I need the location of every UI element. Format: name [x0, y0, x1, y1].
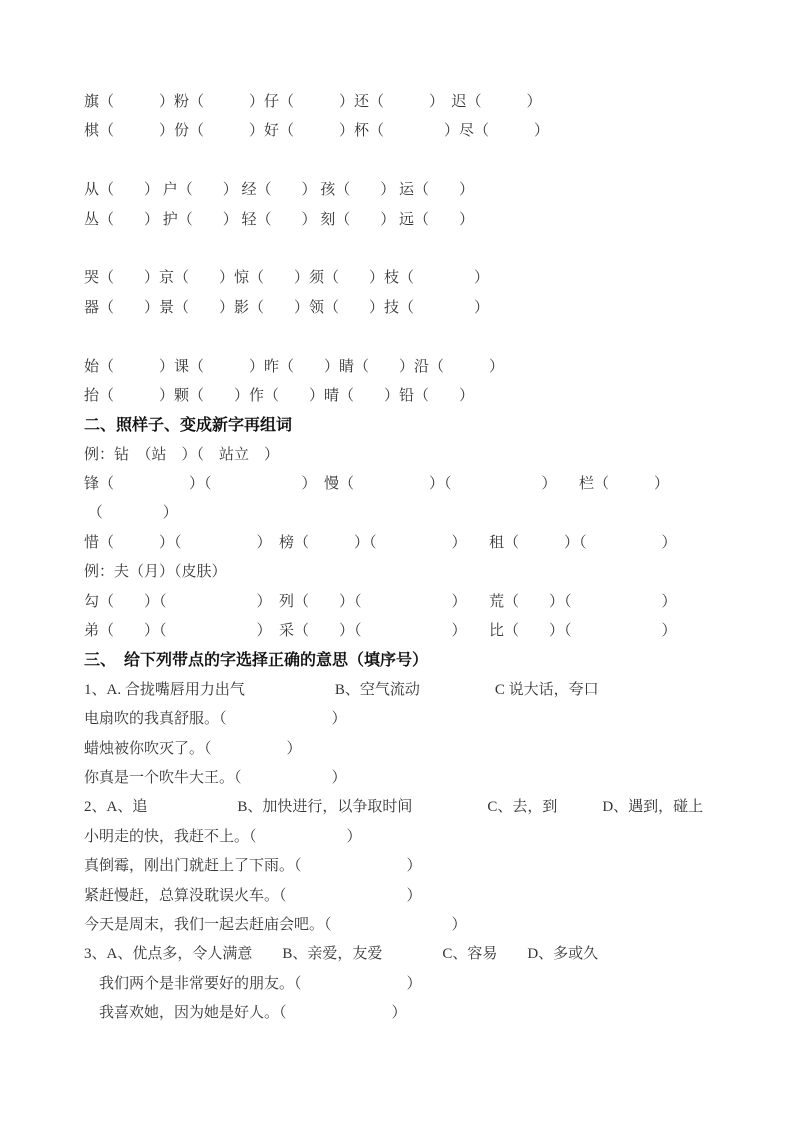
- worksheet-line: 从（ ） 户（ ） 经（ ） 孩（ ） 运（ ）: [84, 182, 475, 199]
- worksheet-line: 1、A. 合拢嘴唇用力出气 B、空气流动 C 说大话，夸口: [84, 681, 599, 698]
- worksheet-line: 勾（ ）（ ） 列（ ）（ ） 荒（ ）（ ）: [84, 593, 677, 610]
- worksheet-line: 例：钻 （站 ）（ 站立 ）: [84, 446, 280, 463]
- worksheet-line: 我们两个是非常要好的朋友。（ ）: [84, 975, 422, 992]
- worksheet-line: 棋（ ）份（ ）好（ ）杯（ ）尽（ ）: [84, 123, 550, 140]
- worksheet-line: 器（ ）景（ ）影（ ）领（ ）技（ ）: [84, 299, 490, 316]
- worksheet-line: 惜（ ）（ ） 榜（ ）（ ） 租（ ）（ ）: [84, 534, 677, 551]
- worksheet-line: 小明走的快，我赶不上。（ ）: [84, 828, 362, 845]
- worksheet-line: 电扇吹的我真舒服。（ ）: [84, 711, 347, 728]
- section-heading: 二、照样子、变成新字再组词: [84, 417, 293, 435]
- worksheet-line: 哭（ ）京（ ）惊（ ）须（ ）枝（ ）: [84, 270, 490, 287]
- worksheet-line: 今天是周末，我们一起去赶庙会吧。（ ）: [84, 916, 467, 933]
- worksheet-line: （ ）: [84, 505, 178, 522]
- worksheet-line: 始（ ）课（ ）昨（ ）睛（ ）沿（ ）: [84, 358, 505, 375]
- worksheet-line: 紧赶慢赶，总算没耽误火车。（ ）: [84, 887, 422, 904]
- worksheet-line: 3、A、优点多，令人满意 B、亲爱，友爱 C、容易 D、多或久: [84, 946, 599, 963]
- worksheet-line: 弟（ ）（ ） 采（ ）（ ） 比（ ）（ ）: [84, 623, 677, 640]
- worksheet-line: 锋（ ）（ ） 慢（ ）（ ） 栏（ ）: [84, 476, 670, 493]
- section-heading: 三、 给下列带点的字选择正确的意思（填序号）: [84, 652, 429, 670]
- worksheet-body: [84, 88, 733, 1029]
- blank-line: [84, 323, 733, 352]
- worksheet-line: 旗（ ）粉（ ）仔（ ）还（ ） 迟（ ）: [84, 94, 542, 110]
- worksheet-line: 例：夫（月）（皮肤）: [84, 564, 227, 581]
- worksheet-line: 蜡烛被你吹灭了。（ ）: [84, 740, 302, 757]
- worksheet-line: 丛（ ） 护（ ） 轻（ ） 刻（ ） 远（ ）: [84, 211, 475, 228]
- blank-line: [84, 235, 733, 264]
- worksheet-line: 抬（ ）颗（ ）作（ ）晴（ ）铅（ ）: [84, 387, 475, 404]
- worksheet-line: 你真是一个吹牛大王。（ ）: [84, 769, 347, 786]
- worksheet-line: 真倒霉，刚出门就赶上了下雨。（ ）: [84, 858, 422, 875]
- blank-line: [84, 147, 733, 176]
- worksheet-line: 我喜欢她，因为她是好人。（ ）: [84, 1005, 407, 1022]
- worksheet-line: 2、A、追 B、加快进行，以争取时间 C、去，到 D、遇到，碰上: [84, 799, 704, 816]
